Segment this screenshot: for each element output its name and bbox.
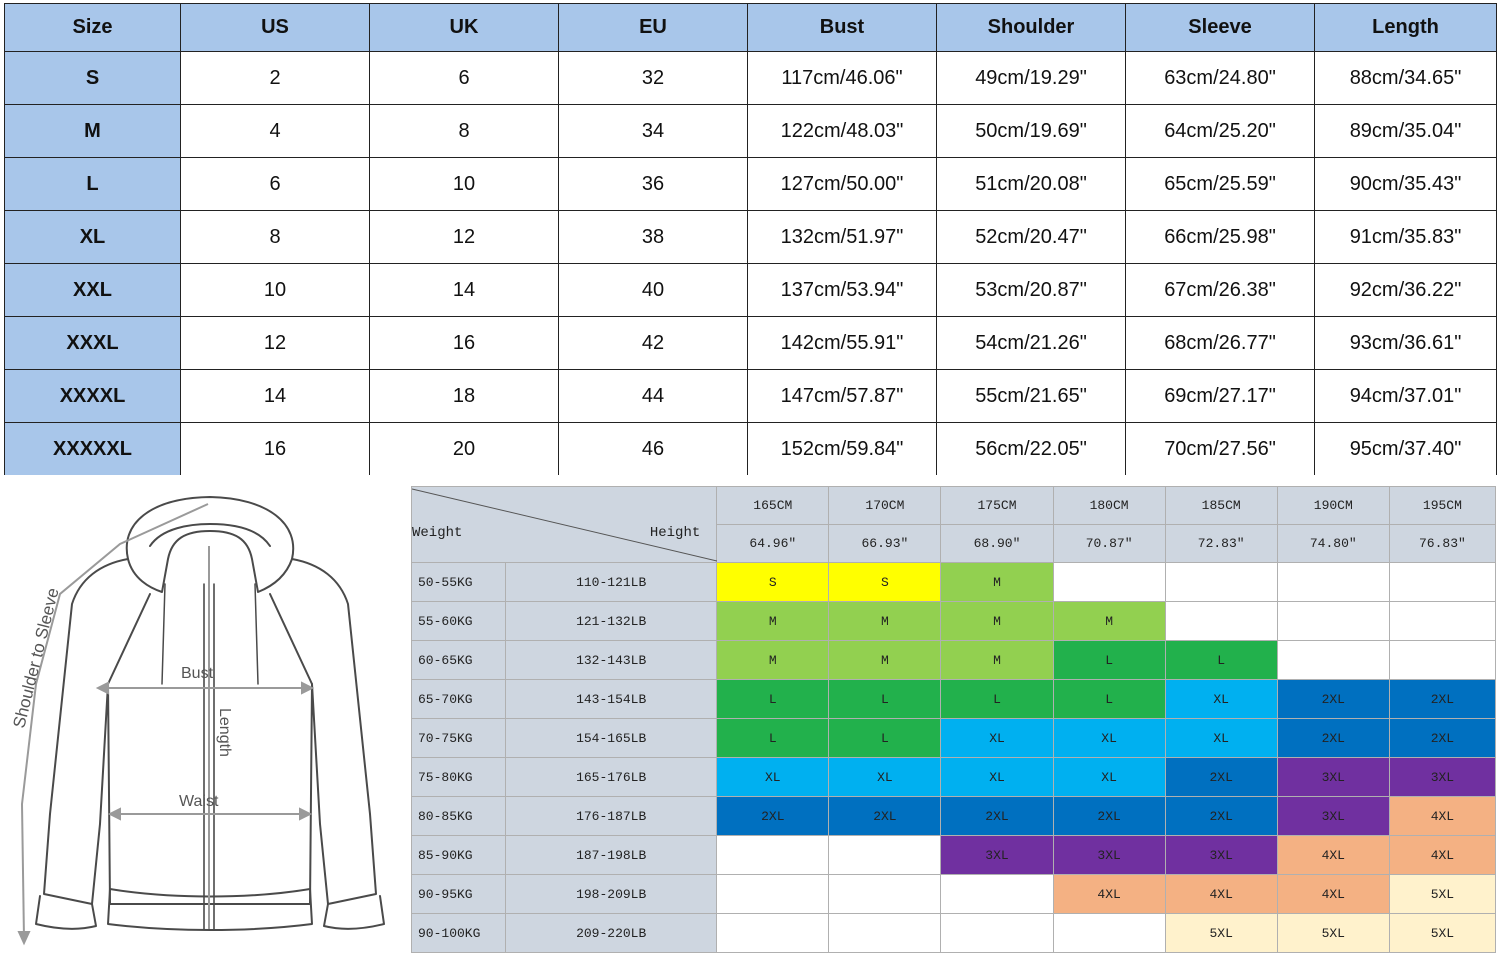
label-bust: Bust bbox=[181, 665, 214, 682]
fit-chart-row bbox=[412, 797, 1496, 836]
recommended-size bbox=[1389, 641, 1495, 680]
cell-sleeve: 68cm/26.77" bbox=[1126, 317, 1315, 370]
cell-length: 90cm/35.43" bbox=[1315, 158, 1497, 211]
cell-us: 2 bbox=[181, 52, 370, 105]
header-shoulder: Shoulder bbox=[937, 4, 1126, 52]
header-eu: EU bbox=[559, 4, 748, 52]
size-table-row bbox=[5, 370, 1497, 423]
weight-lb: 187-198LB bbox=[506, 836, 717, 875]
height-in-7: 76.83" bbox=[1389, 525, 1495, 563]
height-axis-label: Height bbox=[649, 525, 701, 541]
cell-sleeve: 70cm/27.56" bbox=[1126, 423, 1315, 476]
recommended-size: M bbox=[941, 563, 1053, 602]
recommended-size: XL bbox=[1053, 719, 1165, 758]
cell-uk: 8 bbox=[370, 105, 559, 158]
recommended-size: 2XL bbox=[1389, 719, 1495, 758]
weight-kg: 65-70KG bbox=[412, 680, 506, 719]
fit-chart-row bbox=[412, 836, 1496, 875]
left-cuff bbox=[36, 896, 96, 929]
cell-length: 95cm/37.40" bbox=[1315, 423, 1497, 476]
header-us: US bbox=[181, 4, 370, 52]
header-length: Length bbox=[1315, 4, 1497, 52]
fit-chart-row bbox=[412, 602, 1496, 641]
recommended-size bbox=[1165, 563, 1277, 602]
recommended-size: XL bbox=[941, 758, 1053, 797]
height-in-2: 66.93" bbox=[829, 525, 941, 563]
recommended-size: M bbox=[717, 602, 829, 641]
recommended-size: 3XL bbox=[1053, 836, 1165, 875]
cell-size: XXXL bbox=[5, 317, 181, 370]
cell-length: 91cm/35.83" bbox=[1315, 211, 1497, 264]
recommended-size: XL bbox=[941, 719, 1053, 758]
weight-kg: 80-85KG bbox=[412, 797, 506, 836]
recommended-size: 2XL bbox=[717, 797, 829, 836]
recommended-size: L bbox=[829, 680, 941, 719]
recommended-size: M bbox=[829, 641, 941, 680]
cell-us: 10 bbox=[181, 264, 370, 317]
cell-length: 93cm/36.61" bbox=[1315, 317, 1497, 370]
cell-shoulder: 53cm/20.87" bbox=[937, 264, 1126, 317]
recommended-size bbox=[717, 836, 829, 875]
height-in-4: 70.87" bbox=[1053, 525, 1165, 563]
cell-bust: 122cm/48.03" bbox=[748, 105, 937, 158]
cell-bust: 142cm/55.91" bbox=[748, 317, 937, 370]
cell-length: 94cm/37.01" bbox=[1315, 370, 1497, 423]
recommended-size: L bbox=[1053, 641, 1165, 680]
weight-kg: 85-90KG bbox=[412, 836, 506, 875]
weight-lb: 154-165LB bbox=[506, 719, 717, 758]
cell-size: S bbox=[5, 52, 181, 105]
recommended-size: 2XL bbox=[1277, 680, 1389, 719]
recommended-size bbox=[941, 914, 1053, 953]
cell-uk: 16 bbox=[370, 317, 559, 370]
fit-chart-row bbox=[412, 914, 1496, 953]
fit-chart-row bbox=[412, 680, 1496, 719]
sleeve-line bbox=[22, 504, 208, 939]
recommended-size: L bbox=[1053, 680, 1165, 719]
recommended-size: 5XL bbox=[1277, 914, 1389, 953]
weight-kg: 70-75KG bbox=[412, 719, 506, 758]
height-cm-2: 170CM bbox=[829, 487, 941, 525]
recommended-size: 3XL bbox=[1277, 758, 1389, 797]
cell-uk: 20 bbox=[370, 423, 559, 476]
recommended-size: 3XL bbox=[1165, 836, 1277, 875]
recommended-size: M bbox=[941, 641, 1053, 680]
label-waist: Waist bbox=[179, 793, 219, 810]
size-table-row bbox=[5, 158, 1497, 211]
fit-chart bbox=[411, 486, 1496, 953]
cell-eu: 40 bbox=[559, 264, 748, 317]
right-cuff bbox=[324, 896, 384, 929]
height-cm-6: 190CM bbox=[1277, 487, 1389, 525]
height-in-3: 68.90" bbox=[941, 525, 1053, 563]
weight-lb: 121-132LB bbox=[506, 602, 717, 641]
cell-eu: 32 bbox=[559, 52, 748, 105]
weight-kg: 75-80KG bbox=[412, 758, 506, 797]
recommended-size: 5XL bbox=[1389, 914, 1495, 953]
recommended-size: 3XL bbox=[1389, 758, 1495, 797]
cell-us: 6 bbox=[181, 158, 370, 211]
cell-sleeve: 65cm/25.59" bbox=[1126, 158, 1315, 211]
recommended-size bbox=[1277, 563, 1389, 602]
cell-sleeve: 64cm/25.20" bbox=[1126, 105, 1315, 158]
weight-lb: 165-176LB bbox=[506, 758, 717, 797]
size-table-row bbox=[5, 211, 1497, 264]
recommended-size bbox=[1165, 602, 1277, 641]
recommended-size: 5XL bbox=[1165, 914, 1277, 953]
height-cm-7: 195CM bbox=[1389, 487, 1495, 525]
recommended-size: M bbox=[1053, 602, 1165, 641]
recommended-size: 3XL bbox=[1277, 797, 1389, 836]
recommended-size: 4XL bbox=[1277, 875, 1389, 914]
fit-chart-header-cm-row bbox=[412, 487, 1496, 525]
cell-shoulder: 55cm/21.65" bbox=[937, 370, 1126, 423]
cell-size: XXXXL bbox=[5, 370, 181, 423]
height-in-1: 64.96" bbox=[717, 525, 829, 563]
recommended-size: 4XL bbox=[1389, 836, 1495, 875]
recommended-size: S bbox=[829, 563, 941, 602]
cell-bust: 147cm/57.87" bbox=[748, 370, 937, 423]
cell-size: L bbox=[5, 158, 181, 211]
cell-sleeve: 63cm/24.80" bbox=[1126, 52, 1315, 105]
recommended-size bbox=[829, 914, 941, 953]
header-size: Size bbox=[5, 4, 181, 52]
cell-uk: 14 bbox=[370, 264, 559, 317]
recommended-size: M bbox=[717, 641, 829, 680]
height-cm-3: 175CM bbox=[941, 487, 1053, 525]
cell-shoulder: 50cm/19.69" bbox=[937, 105, 1126, 158]
cell-eu: 42 bbox=[559, 317, 748, 370]
recommended-size bbox=[717, 914, 829, 953]
cell-eu: 46 bbox=[559, 423, 748, 476]
recommended-size: XL bbox=[1165, 719, 1277, 758]
cell-us: 4 bbox=[181, 105, 370, 158]
size-table-header-row bbox=[5, 4, 1497, 52]
cell-eu: 36 bbox=[559, 158, 748, 211]
cell-us: 16 bbox=[181, 423, 370, 476]
recommended-size: 2XL bbox=[1277, 719, 1389, 758]
jacket-diagram bbox=[0, 484, 400, 953]
recommended-size: XL bbox=[1165, 680, 1277, 719]
cell-shoulder: 51cm/20.08" bbox=[937, 158, 1126, 211]
cell-size: XL bbox=[5, 211, 181, 264]
fit-chart-row bbox=[412, 563, 1496, 602]
weight-lb: 110-121LB bbox=[506, 563, 717, 602]
height-cm-5: 185CM bbox=[1165, 487, 1277, 525]
header-uk: UK bbox=[370, 4, 559, 52]
height-cm-1: 165CM bbox=[717, 487, 829, 525]
size-table-row bbox=[5, 52, 1497, 105]
cell-bust: 117cm/46.06" bbox=[748, 52, 937, 105]
recommended-size bbox=[1053, 563, 1165, 602]
fit-chart-row bbox=[412, 875, 1496, 914]
cell-us: 14 bbox=[181, 370, 370, 423]
recommended-size: L bbox=[941, 680, 1053, 719]
recommended-size: L bbox=[717, 680, 829, 719]
cell-eu: 38 bbox=[559, 211, 748, 264]
label-shoulder-to-sleeve: Shoulder to Sleeve bbox=[9, 585, 63, 730]
fit-chart-corner bbox=[412, 487, 717, 563]
cell-uk: 18 bbox=[370, 370, 559, 423]
recommended-size bbox=[829, 836, 941, 875]
recommended-size bbox=[1277, 641, 1389, 680]
size-table-row bbox=[5, 264, 1497, 317]
cell-length: 88cm/34.65" bbox=[1315, 52, 1497, 105]
recommended-size: 2XL bbox=[1053, 797, 1165, 836]
recommended-size: 2XL bbox=[829, 797, 941, 836]
height-cm-4: 180CM bbox=[1053, 487, 1165, 525]
cell-sleeve: 67cm/26.38" bbox=[1126, 264, 1315, 317]
fit-chart-row bbox=[412, 641, 1496, 680]
recommended-size: 4XL bbox=[1053, 875, 1165, 914]
recommended-size: L bbox=[717, 719, 829, 758]
weight-lb: 209-220LB bbox=[506, 914, 717, 953]
cell-size: XXXXXL bbox=[5, 423, 181, 476]
weight-kg: 55-60KG bbox=[412, 602, 506, 641]
recommended-size: 2XL bbox=[1389, 680, 1495, 719]
recommended-size: L bbox=[1165, 641, 1277, 680]
cell-size: M bbox=[5, 105, 181, 158]
recommended-size bbox=[1277, 602, 1389, 641]
weight-kg: 90-100KG bbox=[412, 914, 506, 953]
cell-size: XXL bbox=[5, 264, 181, 317]
cell-shoulder: 49cm/19.29" bbox=[937, 52, 1126, 105]
header-sleeve: Sleeve bbox=[1126, 4, 1315, 52]
weight-lb: 198-209LB bbox=[506, 875, 717, 914]
cell-length: 92cm/36.22" bbox=[1315, 264, 1497, 317]
recommended-size: XL bbox=[1053, 758, 1165, 797]
height-in-6: 74.80" bbox=[1277, 525, 1389, 563]
recommended-size bbox=[1053, 914, 1165, 953]
fit-chart-row bbox=[412, 758, 1496, 797]
recommended-size: 3XL bbox=[941, 836, 1053, 875]
cell-shoulder: 54cm/21.26" bbox=[937, 317, 1126, 370]
weight-lb: 143-154LB bbox=[506, 680, 717, 719]
recommended-size bbox=[717, 875, 829, 914]
cell-uk: 10 bbox=[370, 158, 559, 211]
size-table-row bbox=[5, 317, 1497, 370]
cell-bust: 137cm/53.94" bbox=[748, 264, 937, 317]
cell-us: 12 bbox=[181, 317, 370, 370]
recommended-size: L bbox=[829, 719, 941, 758]
header-bust: Bust bbox=[748, 4, 937, 52]
recommended-size bbox=[941, 875, 1053, 914]
cell-bust: 132cm/51.97" bbox=[748, 211, 937, 264]
hood-inner bbox=[150, 524, 270, 546]
cell-uk: 6 bbox=[370, 52, 559, 105]
recommended-size: 5XL bbox=[1389, 875, 1495, 914]
size-table bbox=[4, 3, 1497, 475]
recommended-size: XL bbox=[829, 758, 941, 797]
recommended-size bbox=[1389, 602, 1495, 641]
size-table-row bbox=[5, 105, 1497, 158]
weight-lb: 132-143LB bbox=[506, 641, 717, 680]
recommended-size: M bbox=[941, 602, 1053, 641]
height-in-5: 72.83" bbox=[1165, 525, 1277, 563]
cell-sleeve: 69cm/27.17" bbox=[1126, 370, 1315, 423]
recommended-size: S bbox=[717, 563, 829, 602]
recommended-size: 4XL bbox=[1277, 836, 1389, 875]
weight-kg: 60-65KG bbox=[412, 641, 506, 680]
recommended-size: 2XL bbox=[1165, 797, 1277, 836]
size-table-row bbox=[5, 423, 1497, 476]
recommended-size: M bbox=[829, 602, 941, 641]
cell-bust: 127cm/50.00" bbox=[748, 158, 937, 211]
recommended-size: 4XL bbox=[1389, 797, 1495, 836]
cell-shoulder: 52cm/20.47" bbox=[937, 211, 1126, 264]
cell-us: 8 bbox=[181, 211, 370, 264]
label-length: Length bbox=[216, 708, 233, 757]
recommended-size bbox=[829, 875, 941, 914]
cell-shoulder: 56cm/22.05" bbox=[937, 423, 1126, 476]
weight-axis-label: Weight bbox=[412, 525, 463, 541]
recommended-size bbox=[1389, 563, 1495, 602]
recommended-size: 2XL bbox=[941, 797, 1053, 836]
cell-eu: 44 bbox=[559, 370, 748, 423]
cell-sleeve: 66cm/25.98" bbox=[1126, 211, 1315, 264]
cell-uk: 12 bbox=[370, 211, 559, 264]
weight-lb: 176-187LB bbox=[506, 797, 717, 836]
recommended-size: 2XL bbox=[1165, 758, 1277, 797]
cell-bust: 152cm/59.84" bbox=[748, 423, 937, 476]
weight-kg: 50-55KG bbox=[412, 563, 506, 602]
recommended-size: 4XL bbox=[1165, 875, 1277, 914]
cell-eu: 34 bbox=[559, 105, 748, 158]
weight-kg: 90-95KG bbox=[412, 875, 506, 914]
fit-chart-row bbox=[412, 719, 1496, 758]
cell-length: 89cm/35.04" bbox=[1315, 105, 1497, 158]
recommended-size: XL bbox=[717, 758, 829, 797]
